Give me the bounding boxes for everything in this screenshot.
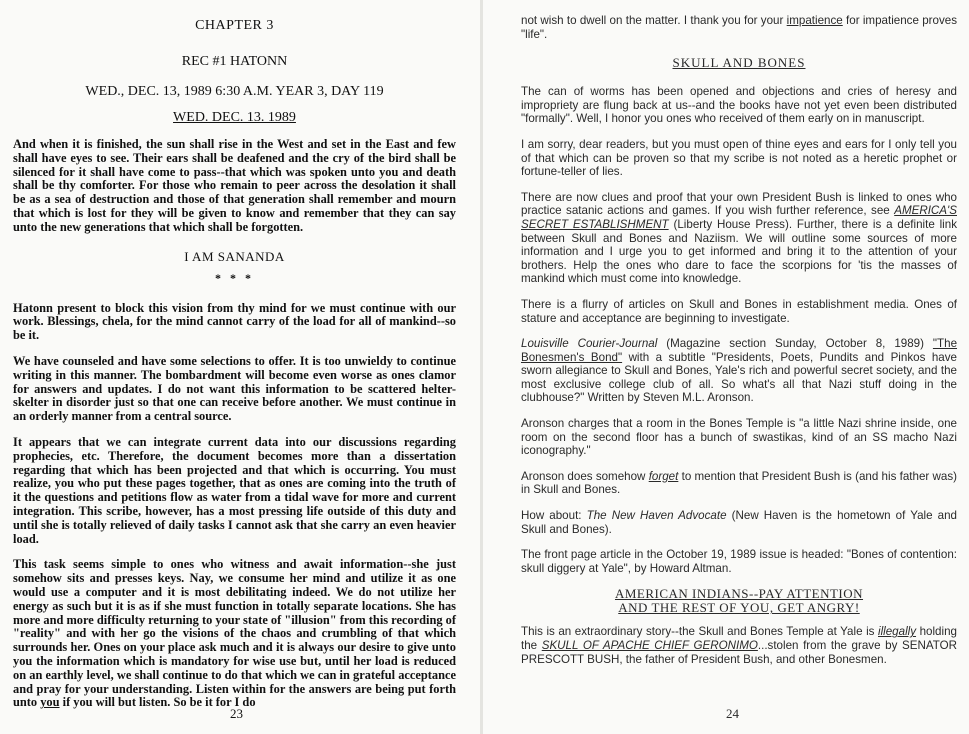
heading-line: AMERICAN INDIANS--PAY ATTENTION — [614, 586, 864, 602]
paragraph: The front page article in the October 19, 1989 issue is headed: "Bones of contention: skull diggery at Yale", by Howard Altman. — [521, 548, 957, 575]
text: not wish to dwell on the matter. I thank you for your — [521, 14, 784, 27]
emphasis: SKULL OF APACHE CHIEF GERONIMO — [541, 639, 758, 652]
record-heading: REC #1 HATONN — [181, 54, 288, 69]
text: (New Haven is the hometown of Yale and Skull and Bones). — [521, 509, 957, 536]
text: There are now clues and proof that your own President Bush is linked to ones who practice satanic actions and games. If you wish further reference, see — [521, 190, 957, 218]
paragraph: I am sorry, dear readers, but you must open of thine eyes and ears for I only tell you of that which can be proven so that my scribe is not noted as a heretic prophet or fortune-teller of lies. — [521, 137, 957, 179]
paragraph: We have counseled and have some selections to offer. It is too unwieldy to continue writing in this manner. The bombardment will become even worse as ones clamor for answers and updates. I do not want this information to be scattered helter-skelter in disorder just so that one can receive before another. We must continue in an orderly manner from a central source. — [13, 353, 456, 424]
paragraph — [521, 337, 957, 405]
book-title: AMERICA'S SECRET ESTABLISHMENT — [521, 204, 957, 231]
dateline: WED., DEC. 13, 1989 6:30 A.M. YEAR 3, DAY 119 — [85, 84, 384, 99]
publication-name: Louisville Courier-Journal — [521, 337, 658, 351]
text: Aronson does somehow — [521, 469, 646, 483]
paragraph: Aronson charges that a room in the Bones Temple is "a little Nazi shrine inside, one room on the second floor has a bunch of swastikas, kind of an SS macho Nazi iconography." — [521, 417, 957, 458]
text: (Magazine section Sunday, October 8, 1989) — [666, 337, 924, 351]
paragraph — [521, 14, 957, 41]
text: holding the — [521, 625, 957, 652]
text: to mention that President Bush is (and his father was) in Skull and Bones. — [521, 469, 957, 497]
paragraph: Hatonn present to block this vision from thy mind for we must continue with our work. Blessings, chela, for the mind cannot carry of the load for all of mankind--so be it. — [13, 300, 456, 343]
paragraph — [521, 191, 957, 286]
right-page — [486, 0, 969, 734]
paragraph — [521, 509, 957, 536]
text: This is an extraordinary story--the Skull and Bones Temple at Yale is — [521, 625, 875, 639]
paragraph: There is a flurry of articles on Skull and Bones in establishment media. Ones of stature and acceptance are beginning to investigate. — [521, 297, 957, 325]
paragraph — [521, 470, 957, 497]
underlined-text: impatience — [786, 14, 843, 27]
text: How about: — [521, 509, 582, 523]
paragraph — [521, 625, 957, 666]
publication-name: The New Haven Advocate — [586, 509, 727, 523]
page-number: 23 — [230, 706, 243, 721]
text: with a subtitle "Presidents, Poets, Pundits and Pinkos have sworn allegiance to Skull and Bones, Yale's rich and powerful secret society, and the most exclusive college club of all. So what's all that Nazi stuff doing in the clubhouse?" Written by Steven M.L. Aronson. — [521, 350, 957, 405]
text: ...stolen from the grave by — [757, 639, 898, 652]
emphasis: illegally — [878, 625, 917, 639]
text: , the father of President Bush, and other Bonesmen. — [619, 652, 887, 666]
page-number: 24 — [726, 706, 739, 721]
article-title: "The Bonesmen's Bond" — [521, 337, 958, 364]
section-heading — [521, 587, 957, 615]
text: for impatience proves "life". — [521, 14, 957, 41]
section-divider: * * * — [215, 270, 254, 285]
date-underlined: WED. DEC. 13. 1989 — [173, 110, 296, 125]
paragraph — [13, 558, 456, 710]
underlined-text: forget — [648, 469, 679, 483]
section-heading: SKULL AND BONES — [672, 55, 806, 71]
paragraph: And when it is finished, the sun shall rise in the West and set in the East and few shall have eyes to see. Their ears shall be deafened and the cry of the bird shall be silenced for it shall have come to pass--that which was spoken unto you and death shall be thy comforter. For those who remain to peer across the desolation it shall be as a sea of destruction and those of that generation shall remember and mourn that which is lost for they will be given to know and remember that they can say unto the new generations that which shall be forgotten. — [13, 137, 456, 234]
paragraph: The can of worms has been opened and objections and cries of heresy and impropriety are flung back at us--and the books have not yet even been distributed "formally". Well, I honor you ones who received of them early on in manuscript. — [521, 85, 957, 126]
paragraph: It appears that we can integrate current data into our discussions regarding prophecies, etc. Therefore, the document becomes more than a dissertation regarding that which has been projected and that which is occurring. You must realize, you who put these pages together, that as ones are coming into the truth of it the questions and petitions flow as water from a tidal wave for more and current integration. This scribe, however, has a most pressing life outside of this duty and until she is totally relieved of daily tasks I cannot ask that she carry an even heavier load. — [13, 434, 456, 546]
text: This task seems simple to ones who witness and await information--she just somehow sits and presses keys. Nay, we consume her mind and utilize it as one would use a computer and it is most debilitating indeed. We do not utilize her energy as such but it is as if she must function in totally separate locations. She has more and more difficulty returning to your state of "illusion" from this recording of "reality" and with her go the visions of the chaos and crumbling of that which surrounds her. Ones on your place ask much and it is always our desire to give unto you the information which is mandatory for wise use but, until her load is reduced on an earthly level, we shall continue to do that which we can in grateful acceptance and pray for your understanding. Listen within for the answers are being put forth unto — [13, 557, 456, 710]
book-gutter — [480, 0, 483, 734]
text: SENATOR PRESCOTT BUSH — [521, 639, 957, 666]
heading-line: AND THE REST OF YOU, GET ANGRY! — [618, 600, 860, 616]
text: (Liberty House Press). Further, there is a definite link between Skull and Bones and Naziism. We will outline some sources of more information and I urge you to get informed and bring it to the attention of your brothers. Help the ones who dare to face the scorpions for 'tis the masses of mankind which must come into knowledge. — [521, 217, 957, 286]
underlined-text: you — [40, 695, 60, 710]
chapter-heading: CHAPTER 3 — [195, 18, 274, 33]
signature: I AM SANANDA — [184, 248, 285, 264]
text: if you will but listen. So be it for I do — [62, 695, 256, 710]
left-page — [0, 0, 476, 734]
